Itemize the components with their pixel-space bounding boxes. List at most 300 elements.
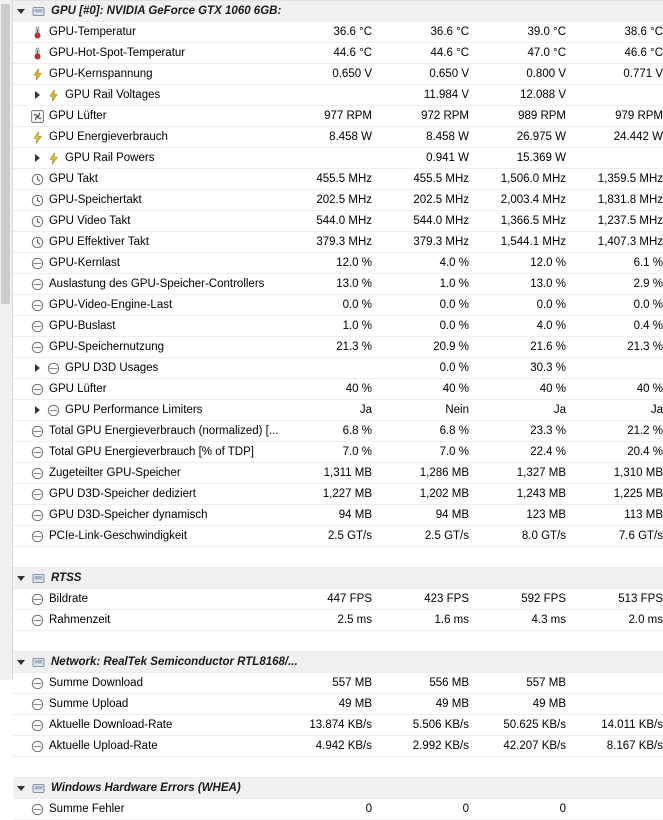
- sensor-value-col2: 11.984 V: [372, 85, 469, 106]
- sensor-value-col2: 0.0 %: [372, 295, 469, 316]
- sensor-label-cell[interactable]: [13, 22, 275, 43]
- expander-placeholder-icon: [17, 679, 26, 688]
- sensor-value-col4: 24.442 W: [566, 127, 663, 148]
- sensor-label-cell[interactable]: [13, 316, 275, 337]
- sensor-value-col1: 557 MB: [275, 673, 372, 694]
- sensor-row[interactable]: [13, 484, 663, 505]
- sensor-row[interactable]: [13, 64, 663, 85]
- sensor-value-col3: 26.975 W: [469, 127, 566, 148]
- sensor-label-cell[interactable]: [13, 253, 275, 274]
- sensor-row[interactable]: [13, 505, 663, 526]
- sensor-value-col3: 42.207 KB/s: [469, 736, 566, 757]
- sensor-label: Summe Upload: [49, 698, 129, 710]
- sensor-value-col4: 1,237.5 MHz: [566, 211, 663, 232]
- voltage-icon: [31, 68, 44, 81]
- expander-placeholder-icon: [17, 196, 26, 205]
- fan-icon: [31, 110, 44, 123]
- load-icon: [47, 362, 60, 375]
- sensor-value-col1: 36.6 °C: [275, 22, 372, 43]
- sensor-label-cell[interactable]: [13, 106, 275, 127]
- sensor-row[interactable]: [13, 358, 663, 379]
- sensor-label-cell[interactable]: [13, 589, 275, 610]
- sensor-value-col2: 44.6 °C: [372, 43, 469, 64]
- sensor-value-col1: 13.0 %: [275, 274, 372, 295]
- sensor-value-col3: 8.0 GT/s: [469, 526, 566, 547]
- sensor-label: GPU-Speichertakt: [49, 194, 142, 206]
- expander-placeholder-icon: [17, 217, 26, 226]
- sensor-value-col4: [566, 799, 663, 820]
- expander-placeholder-icon: [17, 742, 26, 751]
- sensor-value-col2: 40 %: [372, 379, 469, 400]
- sensor-table: [13, 0, 663, 820]
- sensor-value-col1: 21.3 %: [275, 337, 372, 358]
- load-icon: [47, 404, 60, 417]
- sensor-label: GPU Video Takt: [49, 215, 131, 227]
- expander-placeholder-icon: [17, 112, 26, 121]
- chevron-right-icon[interactable]: [33, 91, 42, 100]
- sensor-value-col2: 544.0 MHz: [372, 211, 469, 232]
- expander-placeholder-icon: [17, 322, 26, 331]
- sensor-label: GPU D3D-Speicher dynamisch: [49, 509, 208, 521]
- sensor-value-col1: 455.5 MHz: [275, 169, 372, 190]
- sensor-value-col4: 6.1 %: [566, 253, 663, 274]
- sensor-value-col1: 2.5 ms: [275, 610, 372, 631]
- sensor-value-col2: 2.992 KB/s: [372, 736, 469, 757]
- sensor-value-col1: 202.5 MHz: [275, 190, 372, 211]
- sensor-row[interactable]: [13, 253, 663, 274]
- sensor-label-cell[interactable]: [13, 64, 275, 85]
- expander-placeholder-icon: [17, 175, 26, 184]
- frame-icon: [31, 614, 44, 627]
- link-icon: [31, 530, 44, 543]
- section-header-cell[interactable]: [13, 1, 663, 22]
- sensor-value-col3: 4.3 ms: [469, 610, 566, 631]
- sensor-value-col3: 12.0 %: [469, 253, 566, 274]
- sensor-label-cell[interactable]: [13, 43, 275, 64]
- group-icon: [32, 782, 45, 795]
- spacer-cell: [13, 547, 663, 568]
- sensor-label: GPU Performance Limiters: [65, 404, 203, 416]
- clock-icon: [31, 236, 44, 249]
- sensor-row[interactable]: [13, 610, 663, 631]
- load-icon: [31, 383, 44, 396]
- expander-placeholder-icon: [17, 343, 26, 352]
- sensor-value-col2: 20.9 %: [372, 337, 469, 358]
- section-title: GPU [#0]: NVIDIA GeForce GTX 1060 6GB:: [51, 5, 282, 17]
- sensor-value-col2: Nein: [372, 400, 469, 421]
- expander-placeholder-icon: [17, 490, 26, 499]
- sensor-value-col3: 989 RPM: [469, 106, 566, 127]
- load-icon: [31, 425, 44, 438]
- section-header-rtss[interactable]: [13, 568, 663, 589]
- sensor-value-col2: 972 RPM: [372, 106, 469, 127]
- memory-icon: [31, 509, 44, 522]
- load-icon: [31, 278, 44, 291]
- sensor-value-col1: 544.0 MHz: [275, 211, 372, 232]
- sensor-label: GPU Lüfter: [49, 383, 107, 395]
- sensor-label: GPU Effektiver Takt: [49, 236, 149, 248]
- power-icon: [47, 152, 60, 165]
- sensor-value-col2: 4.0 %: [372, 253, 469, 274]
- expander-placeholder-icon: [17, 259, 26, 268]
- sensor-label: Summe Download: [49, 677, 143, 689]
- sensor-value-col1: 1,227 MB: [275, 484, 372, 505]
- load-icon: [31, 320, 44, 333]
- sensor-label: GPU Lüfter: [49, 110, 107, 122]
- sensor-value-col1: 6.8 %: [275, 421, 372, 442]
- sensor-value-col3: 2,003.4 MHz: [469, 190, 566, 211]
- sensor-label: GPU Takt: [49, 173, 98, 185]
- expander-placeholder-icon: [17, 532, 26, 541]
- sensor-value-col3: 50.625 KB/s: [469, 715, 566, 736]
- sensor-value-col4: [566, 85, 663, 106]
- sensor-value-col1: 40 %: [275, 379, 372, 400]
- sensor-value-col4: 46.6 °C: [566, 43, 663, 64]
- sensor-value-col4: [566, 694, 663, 715]
- sensor-value-col2: 49 MB: [372, 694, 469, 715]
- sensor-value-col1: Ja: [275, 400, 372, 421]
- sensor-value-col3: 0.800 V: [469, 64, 566, 85]
- spacer-cell: [13, 757, 663, 778]
- sensor-row[interactable]: [13, 169, 663, 190]
- sensor-value-col3: 123 MB: [469, 505, 566, 526]
- section-spacer: [13, 757, 663, 778]
- expander-placeholder-icon: [17, 238, 26, 247]
- sensor-label-cell[interactable]: [13, 190, 275, 211]
- sensor-value-col2: 0.0 %: [372, 358, 469, 379]
- chevron-down-icon[interactable]: [17, 784, 26, 793]
- sensor-value-col2: 1.0 %: [372, 274, 469, 295]
- sensor-row[interactable]: [13, 232, 663, 253]
- chevron-right-icon[interactable]: [33, 406, 42, 415]
- sensor-value-col1: 0: [275, 799, 372, 820]
- sensor-value-col4: 21.2 %: [566, 421, 663, 442]
- sensor-row[interactable]: [13, 421, 663, 442]
- sensor-value-col1: 7.0 %: [275, 442, 372, 463]
- chevron-down-icon[interactable]: [17, 7, 26, 16]
- sensor-row[interactable]: [13, 673, 663, 694]
- sensor-value-col2: 1.6 ms: [372, 610, 469, 631]
- sensor-label: Rahmenzeit: [49, 614, 111, 626]
- sensor-value-col2: 423 FPS: [372, 589, 469, 610]
- sensor-value-col3: 1,506.0 MHz: [469, 169, 566, 190]
- sensor-value-col2: 2.5 GT/s: [372, 526, 469, 547]
- section-spacer: [13, 547, 663, 568]
- section-spacer: [13, 631, 663, 652]
- sensor-row[interactable]: [13, 337, 663, 358]
- sensor-value-col3: 49 MB: [469, 694, 566, 715]
- sensor-value-col4: 1,310 MB: [566, 463, 663, 484]
- sensor-label-cell[interactable]: [13, 211, 275, 232]
- sensor-label: GPU Energieverbrauch: [49, 131, 168, 143]
- sensor-label-cell[interactable]: [13, 526, 275, 547]
- sensor-value-col4: 1,359.5 MHz: [566, 169, 663, 190]
- sensor-row[interactable]: [13, 799, 663, 820]
- sensor-value-col3: 12.088 V: [469, 85, 566, 106]
- sensor-label: GPU-Temperatur: [49, 26, 136, 38]
- sensor-value-col4: 2.0 ms: [566, 610, 663, 631]
- sensor-value-col2: 1,286 MB: [372, 463, 469, 484]
- clock-icon: [31, 194, 44, 207]
- sensor-value-col3: 1,366.5 MHz: [469, 211, 566, 232]
- sensor-label-cell[interactable]: [13, 799, 275, 820]
- sensor-row[interactable]: [13, 190, 663, 211]
- section-header-cell[interactable]: [13, 652, 663, 673]
- sensor-value-col1: 379.3 MHz: [275, 232, 372, 253]
- sensor-label: Zugeteilter GPU-Speicher: [49, 467, 181, 479]
- group-icon: [32, 656, 45, 669]
- sensor-value-col3: 40 %: [469, 379, 566, 400]
- sensor-value-col3: 0: [469, 799, 566, 820]
- sensor-value-col2: 0: [372, 799, 469, 820]
- sensor-value-col2: 36.6 °C: [372, 22, 469, 43]
- expander-placeholder-icon: [17, 595, 26, 604]
- sensor-label-cell[interactable]: [13, 148, 275, 169]
- sensor-value-col4: 0.4 %: [566, 316, 663, 337]
- sensor-value-col2: 0.0 %: [372, 316, 469, 337]
- sensor-value-col4: 0.771 V: [566, 64, 663, 85]
- sensor-label-cell[interactable]: [13, 379, 275, 400]
- network-icon: [31, 677, 44, 690]
- sensor-value-col4: 513 FPS: [566, 589, 663, 610]
- sensor-value-col4: 8.167 KB/s: [566, 736, 663, 757]
- expander-placeholder-icon: [17, 469, 26, 478]
- sensor-value-col4: 979 RPM: [566, 106, 663, 127]
- sensor-value-col3: 39.0 °C: [469, 22, 566, 43]
- sensor-label-cell[interactable]: [13, 463, 275, 484]
- sensor-row[interactable]: [13, 400, 663, 421]
- expander-placeholder-icon: [17, 616, 26, 625]
- section-header-whea[interactable]: [13, 778, 663, 799]
- thermometer-icon: [31, 26, 44, 39]
- sensor-value-col2: 94 MB: [372, 505, 469, 526]
- sensor-value-col1: [275, 148, 372, 169]
- sensor-label: Total GPU Energieverbrauch (normalized) [...: [49, 425, 279, 437]
- section-header-gpu[interactable]: [13, 1, 663, 22]
- sensor-value-col3: 0.0 %: [469, 295, 566, 316]
- sensor-value-col4: 1,407.3 MHz: [566, 232, 663, 253]
- sensor-row[interactable]: [13, 715, 663, 736]
- sensor-value-col2: 7.0 %: [372, 442, 469, 463]
- group-icon: [32, 572, 45, 585]
- sensor-value-col3: 15.369 W: [469, 148, 566, 169]
- sensor-value-col4: 1,225 MB: [566, 484, 663, 505]
- sensor-label-cell[interactable]: [13, 232, 275, 253]
- sensor-label: Aktuelle Download-Rate: [49, 719, 173, 731]
- section-header-cell[interactable]: [13, 568, 663, 589]
- sensor-row[interactable]: [13, 589, 663, 610]
- sensor-value-col3: 21.6 %: [469, 337, 566, 358]
- sensor-row[interactable]: [13, 22, 663, 43]
- sensor-value-col2: 8.458 W: [372, 127, 469, 148]
- sensor-label-cell[interactable]: [13, 610, 275, 631]
- sensor-value-col1: 1,311 MB: [275, 463, 372, 484]
- sensor-value-col1: 49 MB: [275, 694, 372, 715]
- sensor-row[interactable]: [13, 295, 663, 316]
- sensor-value-col2: 455.5 MHz: [372, 169, 469, 190]
- sensor-label-cell[interactable]: [13, 694, 275, 715]
- sensor-value-col2: 202.5 MHz: [372, 190, 469, 211]
- memory-icon: [31, 488, 44, 501]
- load-icon: [31, 257, 44, 270]
- vertical-scrollbar[interactable]: [0, 0, 13, 680]
- sensor-label: Auslastung des GPU-Speicher-Controllers: [49, 278, 265, 290]
- clock-icon: [31, 173, 44, 186]
- expander-placeholder-icon: [17, 133, 26, 142]
- sensor-label: GPU-Buslast: [49, 320, 116, 332]
- sensor-label: GPU-Hot-Spot-Temperatur: [49, 47, 186, 59]
- sensor-row[interactable]: [13, 316, 663, 337]
- sensor-row[interactable]: [13, 526, 663, 547]
- sensor-value-col3: 22.4 %: [469, 442, 566, 463]
- sensor-label-cell[interactable]: [13, 715, 275, 736]
- sensor-row[interactable]: [13, 211, 663, 232]
- chevron-down-icon[interactable]: [17, 574, 26, 583]
- sensor-label: Aktuelle Upload-Rate: [49, 740, 158, 752]
- sensor-row[interactable]: [13, 127, 663, 148]
- sensor-value-col4: 40 %: [566, 379, 663, 400]
- spacer-cell: [13, 631, 663, 652]
- sensor-row[interactable]: [13, 43, 663, 64]
- expander-placeholder-icon: [17, 448, 26, 457]
- sensor-value-col3: 4.0 %: [469, 316, 566, 337]
- chevron-right-icon[interactable]: [33, 154, 42, 163]
- network-icon: [31, 698, 44, 711]
- sensor-row[interactable]: [13, 148, 663, 169]
- sensor-label-cell[interactable]: [13, 442, 275, 463]
- group-icon: [32, 5, 45, 18]
- frame-icon: [31, 593, 44, 606]
- sensor-value-col2: 6.8 %: [372, 421, 469, 442]
- sensor-label: GPU-Speichernutzung: [49, 341, 165, 353]
- sensor-label-cell[interactable]: [13, 673, 275, 694]
- sensor-label-cell[interactable]: [13, 358, 275, 379]
- sensor-row[interactable]: [13, 463, 663, 484]
- sensor-value-col2: 0.941 W: [372, 148, 469, 169]
- sensor-value-col2: 5.506 KB/s: [372, 715, 469, 736]
- expander-placeholder-icon: [17, 805, 26, 814]
- sensor-value-col1: 447 FPS: [275, 589, 372, 610]
- sensor-label-cell[interactable]: [13, 85, 275, 106]
- memory-icon: [31, 467, 44, 480]
- sensor-value-col4: 14.011 KB/s: [566, 715, 663, 736]
- sensor-value-col4: 38.6 °C: [566, 22, 663, 43]
- sensor-value-col4: 1,831.8 MHz: [566, 190, 663, 211]
- sensor-row[interactable]: [13, 379, 663, 400]
- sensor-label-cell[interactable]: [13, 484, 275, 505]
- sensor-label-cell[interactable]: [13, 127, 275, 148]
- sensor-label-cell[interactable]: [13, 400, 275, 421]
- section-title: Windows Hardware Errors (WHEA): [51, 782, 241, 794]
- sensor-value-col4: 7.6 GT/s: [566, 526, 663, 547]
- power-icon: [31, 131, 44, 144]
- sensor-value-col3: 1,544.1 MHz: [469, 232, 566, 253]
- sensor-row[interactable]: [13, 85, 663, 106]
- load-icon: [31, 299, 44, 312]
- network-icon: [31, 740, 44, 753]
- sensor-label: GPU-Kernspannung: [49, 68, 153, 80]
- section-header-network[interactable]: [13, 652, 663, 673]
- sensor-label: PCIe-Link-Geschwindigkeit: [49, 530, 188, 542]
- chevron-down-icon[interactable]: [17, 658, 26, 667]
- load-icon: [31, 446, 44, 459]
- sensor-label-cell[interactable]: [13, 421, 279, 442]
- scrollbar-thumb[interactable]: [1, 4, 10, 304]
- sensor-label: GPU D3D-Speicher dediziert: [49, 488, 197, 500]
- sensor-value-col1: 977 RPM: [275, 106, 372, 127]
- sensor-value-col1: 1.0 %: [275, 316, 372, 337]
- chevron-right-icon[interactable]: [33, 364, 42, 373]
- sensor-label: GPU D3D Usages: [65, 362, 159, 374]
- sensor-value-col1: 94 MB: [275, 505, 372, 526]
- sensor-row[interactable]: [13, 694, 663, 715]
- section-header-cell[interactable]: [13, 778, 663, 799]
- sensor-label-cell[interactable]: [13, 736, 275, 757]
- sensor-row[interactable]: [13, 442, 663, 463]
- sensor-value-col1: [275, 85, 372, 106]
- clock-icon: [31, 215, 44, 228]
- expander-placeholder-icon: [17, 385, 26, 394]
- expander-placeholder-icon: [17, 511, 26, 520]
- sensor-row[interactable]: [13, 274, 663, 295]
- expander-placeholder-icon: [17, 70, 26, 79]
- sensor-label: GPU Rail Powers: [65, 152, 155, 164]
- section-title: Network: RealTek Semiconductor RTL8168/...: [51, 656, 298, 668]
- sensor-value-col2: 379.3 MHz: [372, 232, 469, 253]
- sensor-value-col1: 0.0 %: [275, 295, 372, 316]
- sensor-value-col2: 1,202 MB: [372, 484, 469, 505]
- expander-placeholder-icon: [17, 280, 26, 289]
- sensor-label-cell[interactable]: [13, 337, 275, 358]
- sensor-value-col2: 556 MB: [372, 673, 469, 694]
- sensor-label-cell[interactable]: [13, 274, 275, 295]
- sensor-value-col3: 13.0 %: [469, 274, 566, 295]
- sensor-value-col1: [275, 358, 372, 379]
- sensor-label-cell[interactable]: [13, 295, 275, 316]
- sensor-value-col4: [566, 148, 663, 169]
- sensor-label: Total GPU Energieverbrauch [% of TDP]: [49, 446, 254, 458]
- expander-placeholder-icon: [17, 721, 26, 730]
- network-icon: [31, 719, 44, 732]
- section-title: RTSS: [51, 572, 82, 584]
- sensor-row[interactable]: [13, 736, 663, 757]
- sensor-value-col3: Ja: [469, 400, 566, 421]
- sensor-value-col3: 557 MB: [469, 673, 566, 694]
- error-icon: [31, 803, 44, 816]
- expander-placeholder-icon: [17, 49, 26, 58]
- sensor-label: Bildrate: [49, 593, 88, 605]
- sensor-value-col1: 4.942 KB/s: [275, 736, 372, 757]
- sensor-value-col3: 47.0 °C: [469, 43, 566, 64]
- sensor-value-col4: [566, 358, 663, 379]
- sensor-value-col1: 12.0 %: [275, 253, 372, 274]
- expander-placeholder-icon: [17, 427, 26, 436]
- voltage-icon: [47, 89, 60, 102]
- expander-placeholder-icon: [17, 301, 26, 310]
- sensor-label: GPU Rail Voltages: [65, 89, 161, 101]
- sensor-label-cell[interactable]: [13, 505, 275, 526]
- sensor-row[interactable]: [13, 106, 663, 127]
- sensor-list: [13, 0, 663, 815]
- sensor-value-col4: 21.3 %: [566, 337, 663, 358]
- load-icon: [31, 341, 44, 354]
- sensor-value-col1: 8.458 W: [275, 127, 372, 148]
- sensor-value-col4: 113 MB: [566, 505, 663, 526]
- sensor-value-col4: Ja: [566, 400, 663, 421]
- sensor-value-col1: 44.6 °C: [275, 43, 372, 64]
- sensor-label: GPU-Kernlast: [49, 257, 120, 269]
- sensor-label-cell[interactable]: [13, 169, 275, 190]
